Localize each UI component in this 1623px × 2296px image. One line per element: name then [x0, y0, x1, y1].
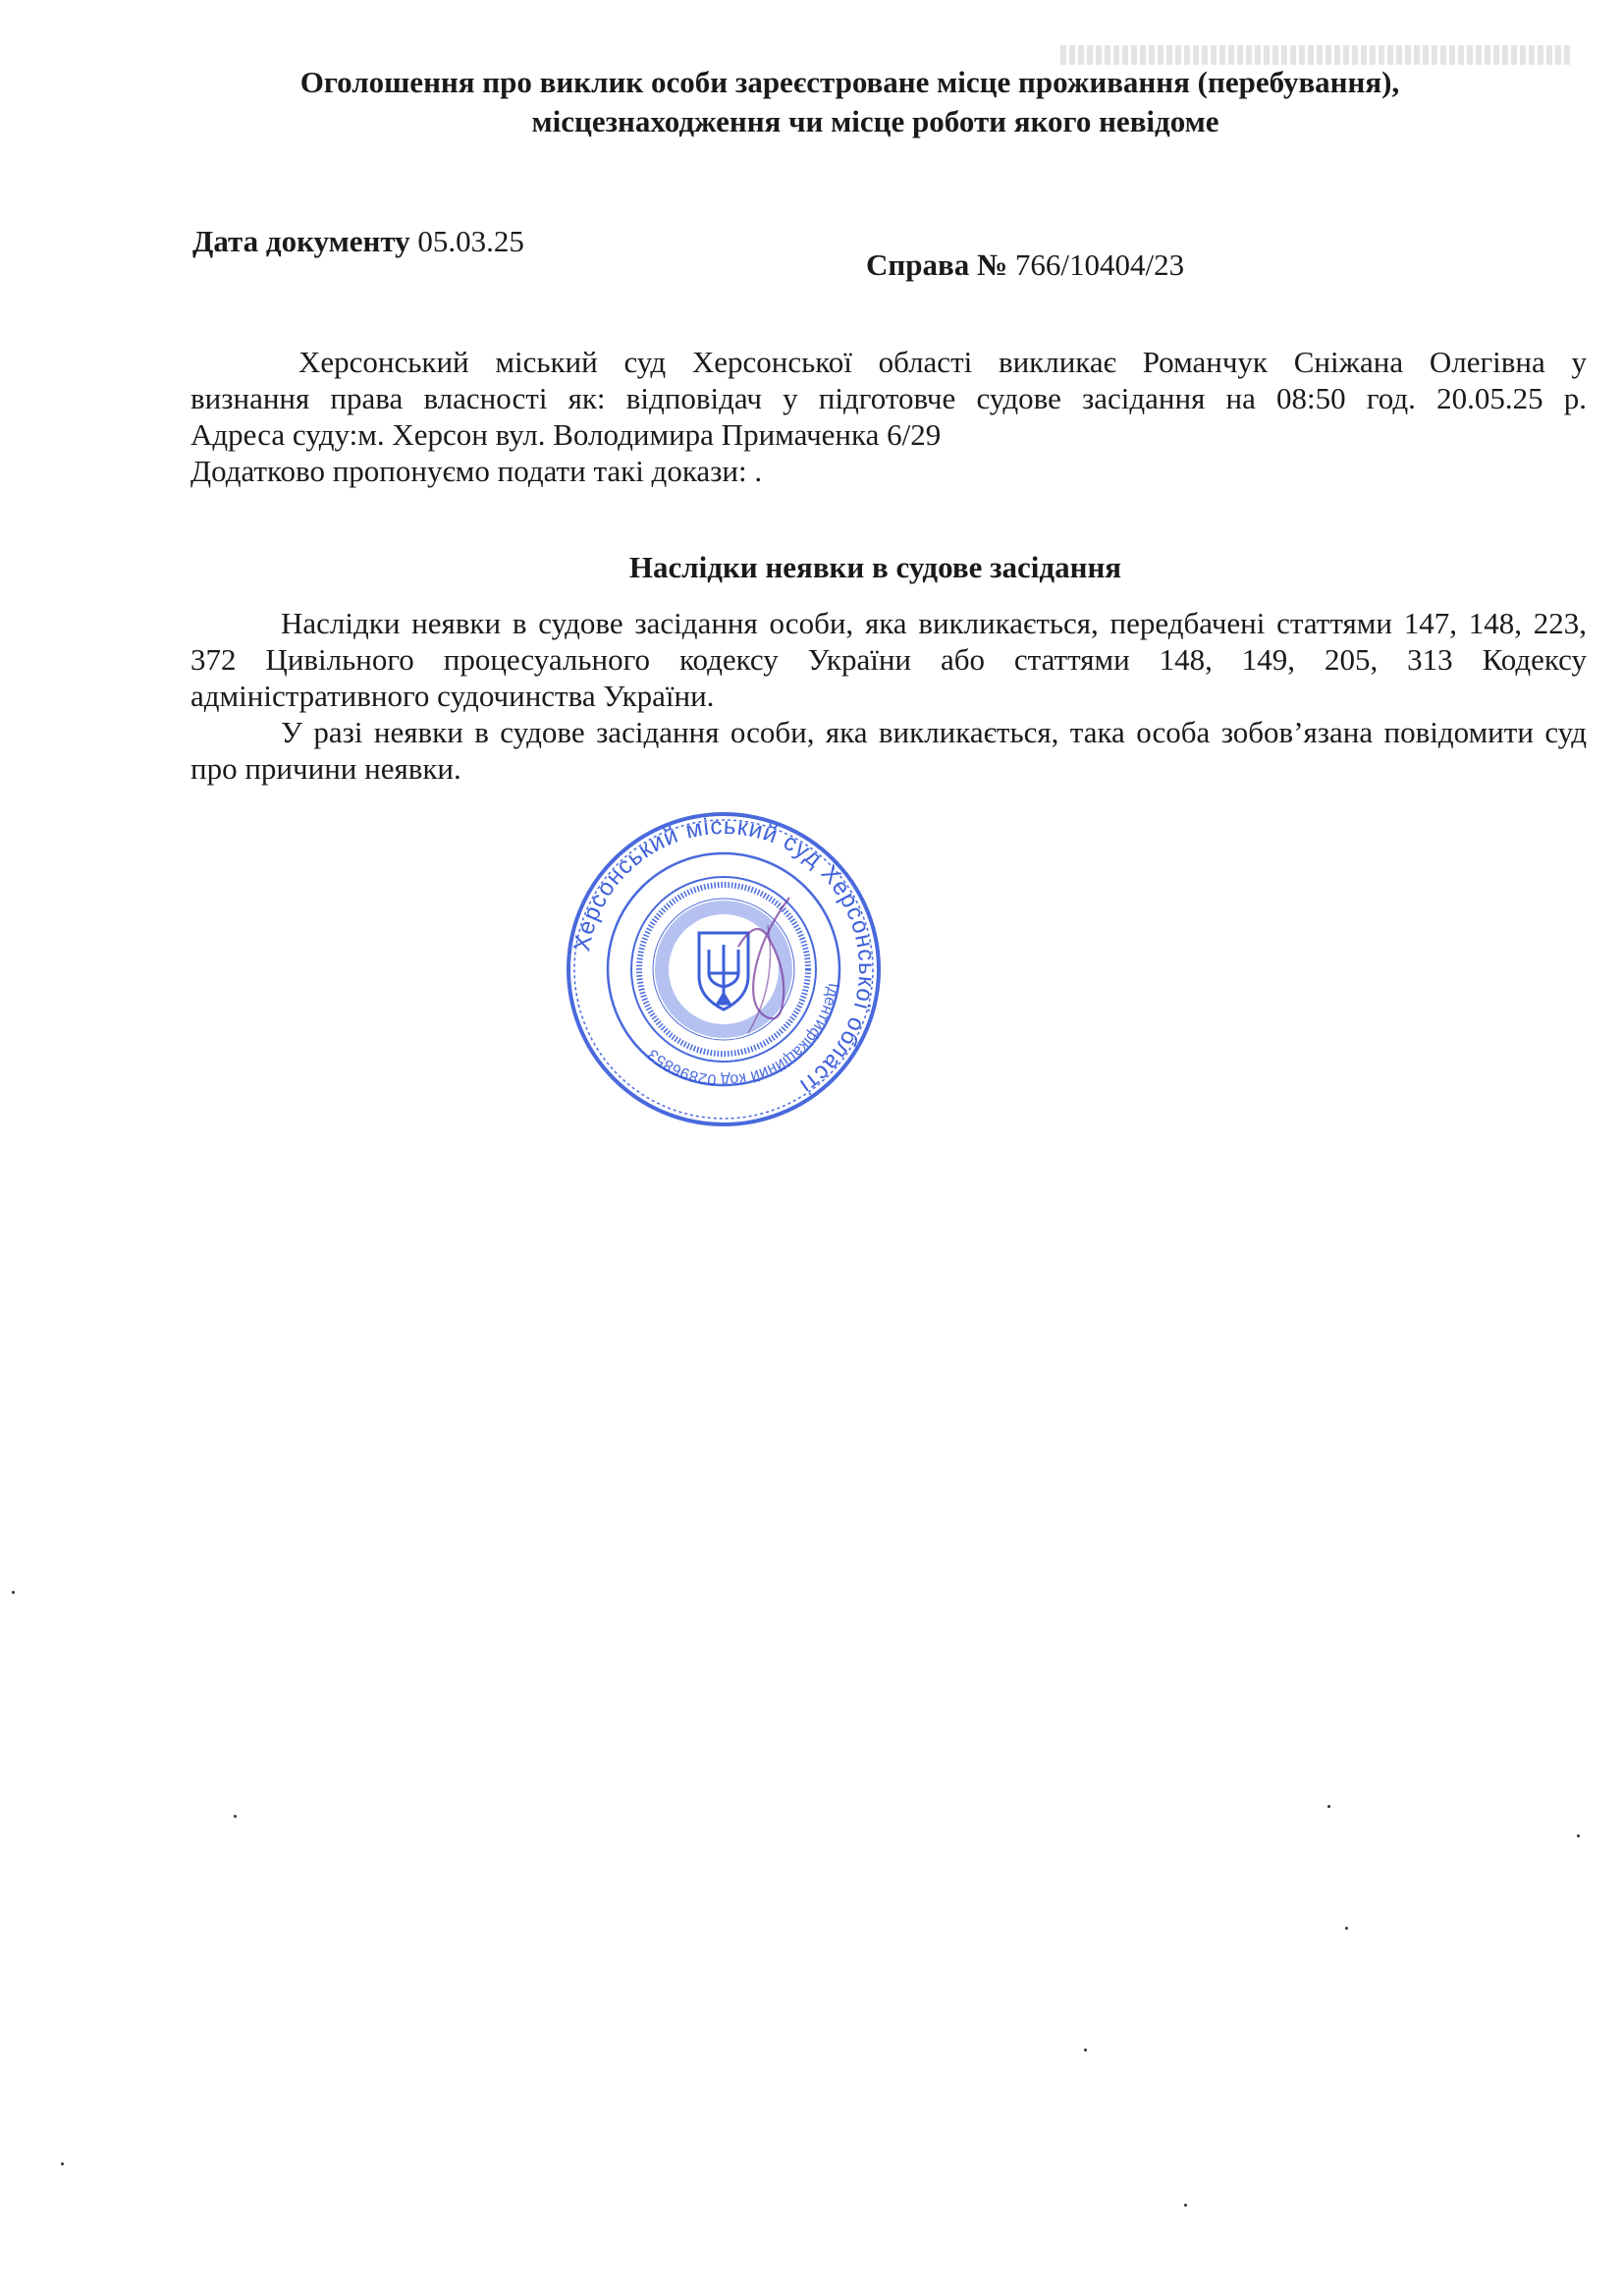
- document-date: [192, 224, 524, 259]
- case-value: 766/10404/23: [1014, 247, 1185, 282]
- section-title: Наслідки неявки в судове засідання: [628, 550, 1122, 584]
- scan-speck: [1577, 1834, 1580, 1837]
- summons-line-1: Херсонський міський суд Херсонської області викликає Романчук Сніжана Олегівна у: [298, 345, 1587, 379]
- stamp-outer-text: Херсонський міський суд Херсонської області: [568, 812, 881, 1100]
- date-value: 05.03.25: [417, 224, 524, 258]
- summons-line-2: визнання права власності як: відповідач у підготовче судове засідання на 08:50 год. 20.05.25 р.: [190, 381, 1587, 415]
- summons-paragraph: [190, 344, 1587, 489]
- scan-speck: [1327, 1805, 1330, 1808]
- scan-speck: [61, 2162, 64, 2165]
- court-stamp: [562, 807, 886, 1131]
- court-address: Адреса суду:м. Херсон вул. Володимира Примаченка 6/29: [190, 417, 942, 452]
- stamp-inner-text: Ідентифікаційний код 02896853: [644, 981, 842, 1089]
- scan-speck: [234, 1815, 237, 1818]
- date-label: Дата документу: [192, 224, 410, 258]
- scan-artifact: [1060, 45, 1571, 65]
- case-label: Справа №: [866, 247, 1008, 282]
- consequences-paragraph: Наслідки неявки в судове засідання особи, яка викликається, передбачені статтями 147, 148, 223, 372 Цивільного процесуального кодексу України або статтями 148, 149, 205, 313 Кодексу адміністративного судочинства України.: [190, 606, 1587, 713]
- title-line-1: Оголошення про виклик особи зареєстроване місце проживання (перебування),: [299, 65, 1400, 99]
- scan-speck: [1345, 1927, 1348, 1930]
- evidence-line: Додатково пропонуємо подати такі докази: .: [190, 454, 763, 488]
- consequences-text: [190, 605, 1587, 787]
- document-title: [0, 63, 1623, 141]
- scan-speck: [1184, 2204, 1187, 2207]
- title-line-2: місцезнаходження чи місце роботи якого невідоме: [531, 104, 1219, 138]
- case-number: [866, 247, 1184, 283]
- notification-paragraph: У разі неявки в судове засідання особи, яка викликається, така особа зобов’язана повідомити суд про причини неявки.: [190, 715, 1587, 786]
- scan-speck: [12, 1591, 15, 1594]
- scan-speck: [1084, 2049, 1087, 2051]
